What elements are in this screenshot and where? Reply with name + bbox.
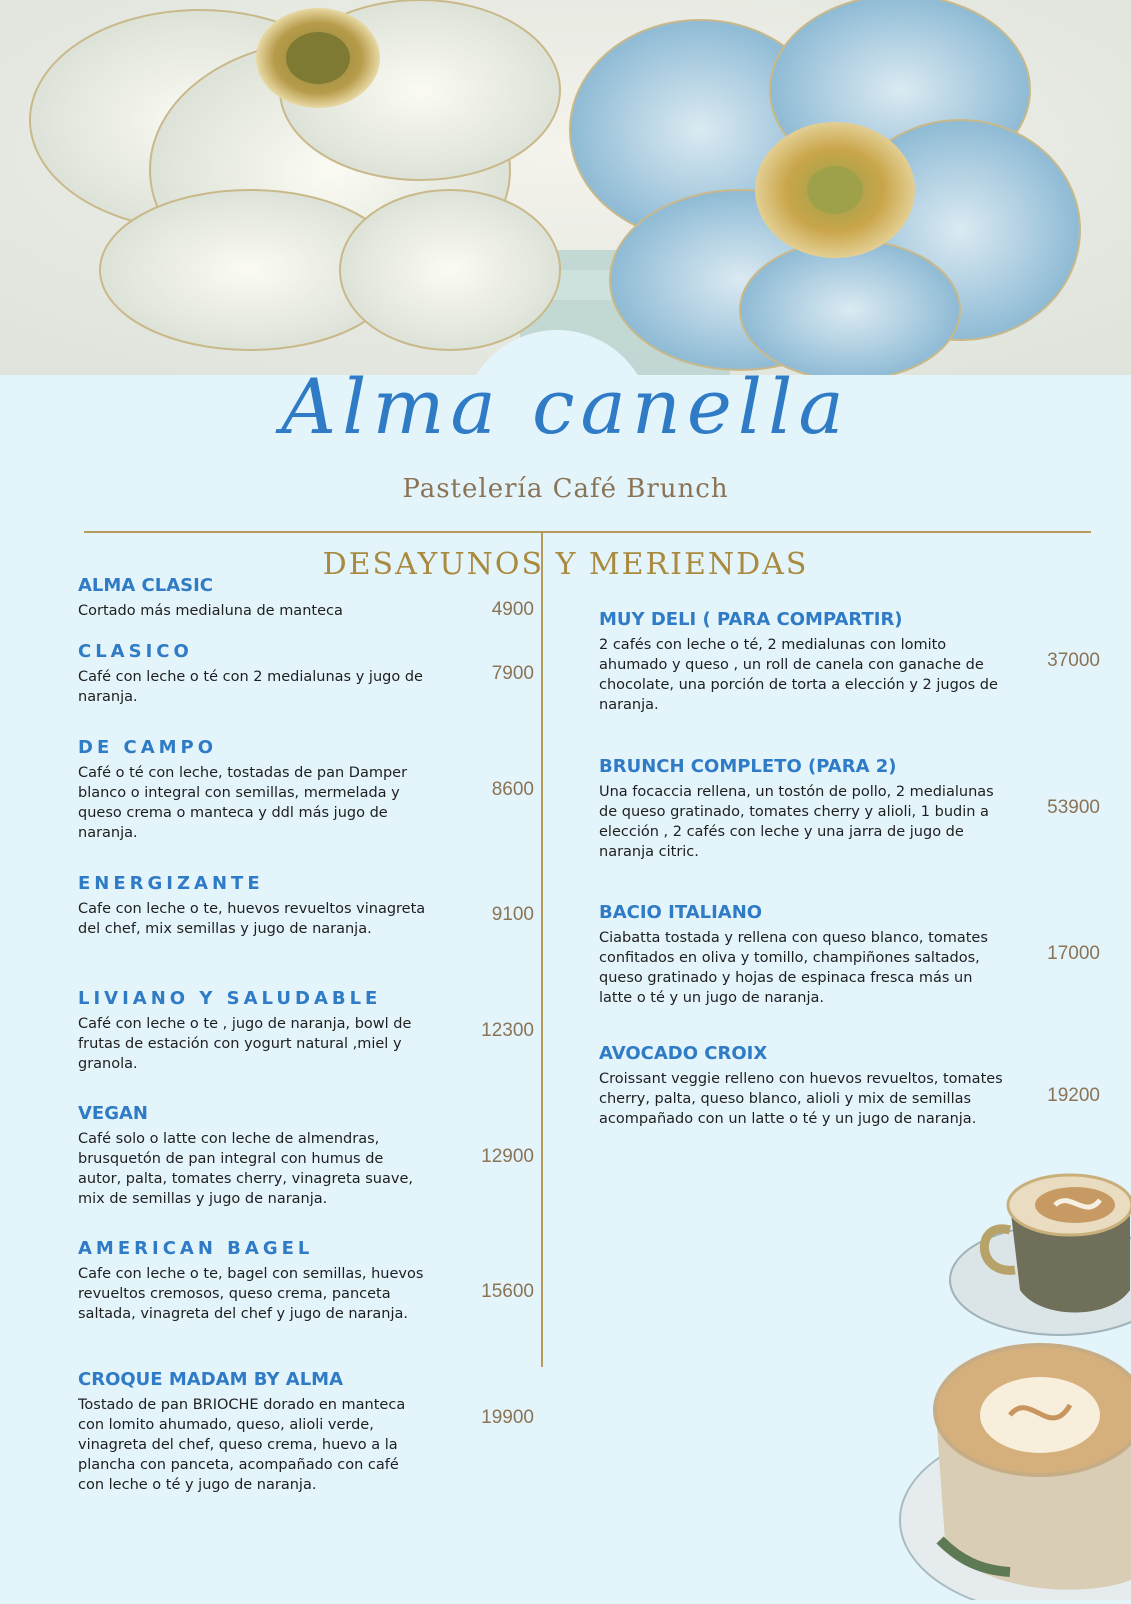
item-name: LIVIANO Y SALUDABLE bbox=[78, 988, 382, 1009]
item-name: ALMA CLASIC bbox=[78, 575, 213, 596]
item-name: VEGAN bbox=[78, 1103, 148, 1124]
item-name: CROQUE MADAM BY ALMA bbox=[78, 1369, 344, 1390]
item-name: ENERGIZANTE bbox=[78, 873, 264, 894]
item-price: 15600 bbox=[481, 1281, 534, 1302]
brand-title: Alma canella bbox=[281, 362, 850, 451]
menu-item-clasico bbox=[78, 641, 428, 707]
menu-item-muy-deli bbox=[599, 609, 1009, 715]
horizontal-divider bbox=[84, 531, 1091, 533]
menu-item-de-campo bbox=[78, 737, 428, 843]
item-description: Café con leche o te , jugo de naranja, bowl de frutas de estación con yogurt natural ,miel y granola. bbox=[78, 1016, 412, 1072]
menu-item-vegan bbox=[78, 1103, 428, 1209]
item-name: BRUNCH COMPLETO (PARA 2) bbox=[599, 756, 897, 777]
menu-item-avocado-croix bbox=[599, 1043, 1009, 1129]
item-price: 4900 bbox=[491, 599, 534, 620]
item-price: 7900 bbox=[491, 663, 534, 684]
item-name: DE CAMPO bbox=[78, 737, 218, 758]
item-description: Croissant veggie relleno con huevos revueltos, tomates cherry, palta, queso blanco, alioli y mix de semillas acompañado con un latte o té y un jugo de naranja. bbox=[599, 1071, 1003, 1127]
brand-subtitle: Pastelería Café Brunch bbox=[402, 474, 729, 504]
item-description: Tostado de pan BRIOCHE dorado en manteca con lomito ahumado, queso, alioli verde, vinagreta del chef, queso crema, huevo a la plancha con panceta, acompañado con café con leche o té y jugo de naranja. bbox=[78, 1397, 406, 1493]
item-price: 37000 bbox=[1047, 650, 1100, 671]
hero-flowers-illustration bbox=[0, 0, 1131, 375]
menu-item-brunch-completo bbox=[599, 756, 1009, 862]
item-price: 19900 bbox=[481, 1407, 534, 1428]
coffee-cups-illustration bbox=[880, 1160, 1131, 1600]
item-description: Cortado más medialuna de manteca bbox=[78, 603, 343, 619]
item-price: 53900 bbox=[1047, 797, 1100, 818]
item-name: CLASICO bbox=[78, 641, 193, 662]
item-price: 12300 bbox=[481, 1020, 534, 1041]
item-price: 12900 bbox=[481, 1146, 534, 1167]
menu-item-alma-clasic bbox=[78, 575, 428, 621]
menu-item-bacio-italiano bbox=[599, 902, 1009, 1008]
item-description: 2 cafés con leche o té, 2 medialunas con lomito ahumado y queso , un roll de canela con ganache de chocolate, una porción de torta a elección y 2 jugos de naranja. bbox=[599, 637, 998, 713]
menu-item-energizante bbox=[78, 873, 428, 939]
item-description: Cafe con leche o te, bagel con semillas, huevos revueltos cremosos, queso crema, panceta saltada, vinagreta del chef y jugo de naranja. bbox=[78, 1266, 424, 1322]
item-description: Ciabatta tostada y rellena con queso blanco, tomates confitados en oliva y tomillo, champiñones saltados, queso gratinado y hojas de espinaca fresca más un latte o té y un jugo de naranja. bbox=[599, 930, 988, 1006]
item-price: 9100 bbox=[491, 904, 534, 925]
item-name: MUY DELI ( PARA COMPARTIR) bbox=[599, 609, 903, 630]
vertical-divider bbox=[541, 533, 543, 1367]
menu-item-american-bagel bbox=[78, 1238, 428, 1324]
item-price: 8600 bbox=[491, 779, 534, 800]
item-description: Café o té con leche, tostadas de pan Damper blanco o integral con semillas, mermelada y queso crema o manteca y ddl más jugo de naranja. bbox=[78, 765, 408, 841]
menu-item-liviano-y-saludable bbox=[78, 988, 428, 1074]
item-price: 17000 bbox=[1047, 943, 1100, 964]
item-price: 19200 bbox=[1047, 1085, 1100, 1106]
item-name: AMERICAN BAGEL bbox=[78, 1238, 314, 1259]
item-name: AVOCADO CROIX bbox=[599, 1043, 768, 1064]
item-description: Una focaccia rellena, un tostón de pollo, 2 medialunas de queso gratinado, tomates cherry y alioli, 1 budin a elección , 2 cafés con leche y una jarra de jugo de naranja citric. bbox=[599, 784, 994, 860]
item-description: Café con leche o té con 2 medialunas y jugo de naranja. bbox=[78, 669, 423, 705]
item-name: BACIO ITALIANO bbox=[599, 902, 763, 923]
menu-item-croque-madam bbox=[78, 1369, 428, 1495]
item-description: Café solo o latte con leche de almendras, brusquetón de pan integral con humus de autor, palta, tomates cherry, vinagreta suave, mix de semillas y jugo de naranja. bbox=[78, 1131, 413, 1207]
section-title: DESAYUNOS Y MERIENDAS bbox=[322, 547, 809, 582]
item-description: Cafe con leche o te, huevos revueltos vinagreta del chef, mix semillas y jugo de naranja. bbox=[78, 901, 426, 937]
